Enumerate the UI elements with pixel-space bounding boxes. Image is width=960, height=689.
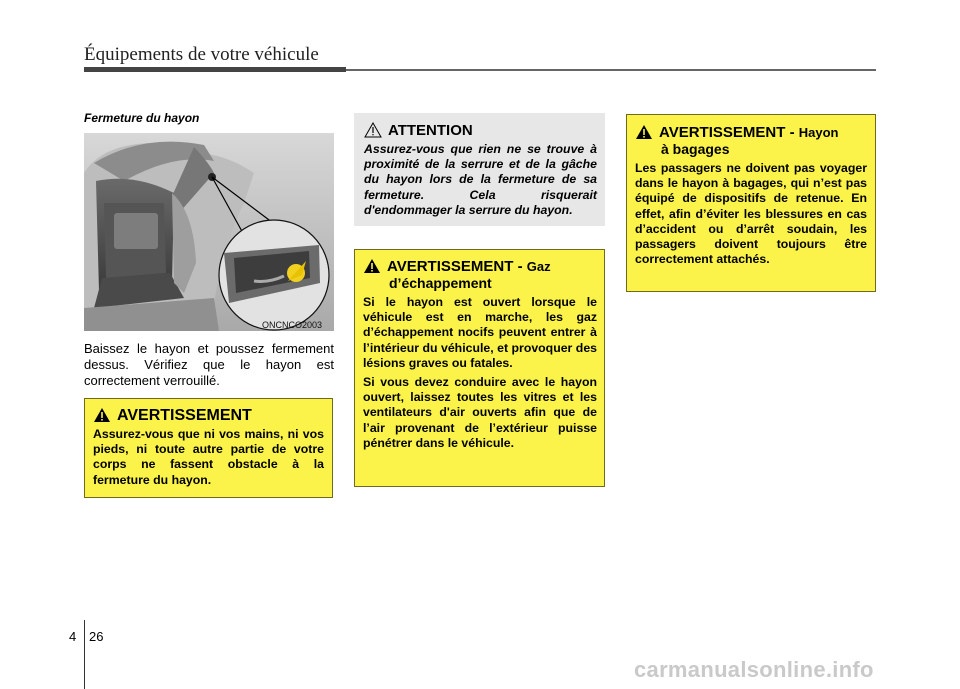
warning-exhaust-text-2: Si vous devez conduire avec le hayon ouvert, laissez toutes les vitres et les ventilateurs d'air ouverts afin que de l’air provenant de l’extérieur puisse pénétrer dans le véhicule. <box>363 375 597 450</box>
tailgate-photo <box>84 133 334 331</box>
warning-box <box>84 398 333 498</box>
warning-exhaust-box <box>354 249 605 487</box>
warning-cargo-subtitle: Hayon <box>798 125 839 140</box>
warning-exhaust-subtitle-line2: d’échappement <box>389 275 492 291</box>
chapter-number: 4 <box>69 629 77 644</box>
page-header-title: Équipements de votre véhicule <box>84 44 319 65</box>
warning-text: Assurez-vous que ni vos mains, ni vos pieds, ni toute autre partie de votre corps ne fassent obstacle à la fermeture du hayon. <box>93 427 324 487</box>
attention-header <box>364 122 597 139</box>
warning-triangle-icon <box>363 258 381 274</box>
warning-triangle-icon <box>635 124 653 140</box>
footer-rule <box>84 620 85 689</box>
header-rule <box>84 67 346 72</box>
warning-exhaust-text-1: Si le hayon est ouvert lorsque le véhicule est en marche, les gaz d’échappement nocifs peuvent entrer à l’intérieur du véhicule, et provoquer des lésions graves ou fatales. <box>363 295 597 370</box>
warning-cargo-box <box>626 114 876 292</box>
header-rule-thin <box>346 69 876 71</box>
warning-cargo-subtitle-line2: à bagages <box>661 141 730 157</box>
body-text: Baissez le hayon et poussez fermement dessus. Vérifiez que le hayon est correctement verrouillé. <box>84 341 334 388</box>
section-title: Fermeture du hayon <box>84 111 200 125</box>
attention-box <box>354 113 605 226</box>
warning-triangle-icon <box>93 407 111 423</box>
watermark: carmanualsonline.info <box>634 657 874 682</box>
warning-exhaust-subtitle: Gaz <box>526 259 551 274</box>
warning-exhaust-header <box>363 258 597 291</box>
caution-triangle-icon <box>364 122 382 138</box>
warning-title: AVERTISSEMENT <box>117 407 252 424</box>
attention-title: ATTENTION <box>388 122 473 139</box>
attention-text: Assurez-vous que rien ne se trouve à proximité de la serrure et de la gâche du hayon lors de la fermeture de sa fermeture. Cela risquerait d'endommager la serrure du hayon. <box>364 142 597 217</box>
warning-header <box>93 407 324 425</box>
warning-cargo-title: AVERTISSEMENT - <box>659 124 799 141</box>
image-code: ONCNCO2003 <box>262 320 323 330</box>
warning-exhaust-title: AVERTISSEMENT - <box>387 258 527 275</box>
page-number: 26 <box>89 629 104 644</box>
warning-cargo-text: Les passagers ne doivent pas voyager dans le hayon à bagages, qui n’est pas équipé de dispositifs de retenue. En effet, afin d’éviter les blessures en cas d’accident ou d’arrêt soudain, les passagers doivent toujours être correctement attachés. <box>635 161 867 267</box>
warning-cargo-header <box>635 124 867 157</box>
